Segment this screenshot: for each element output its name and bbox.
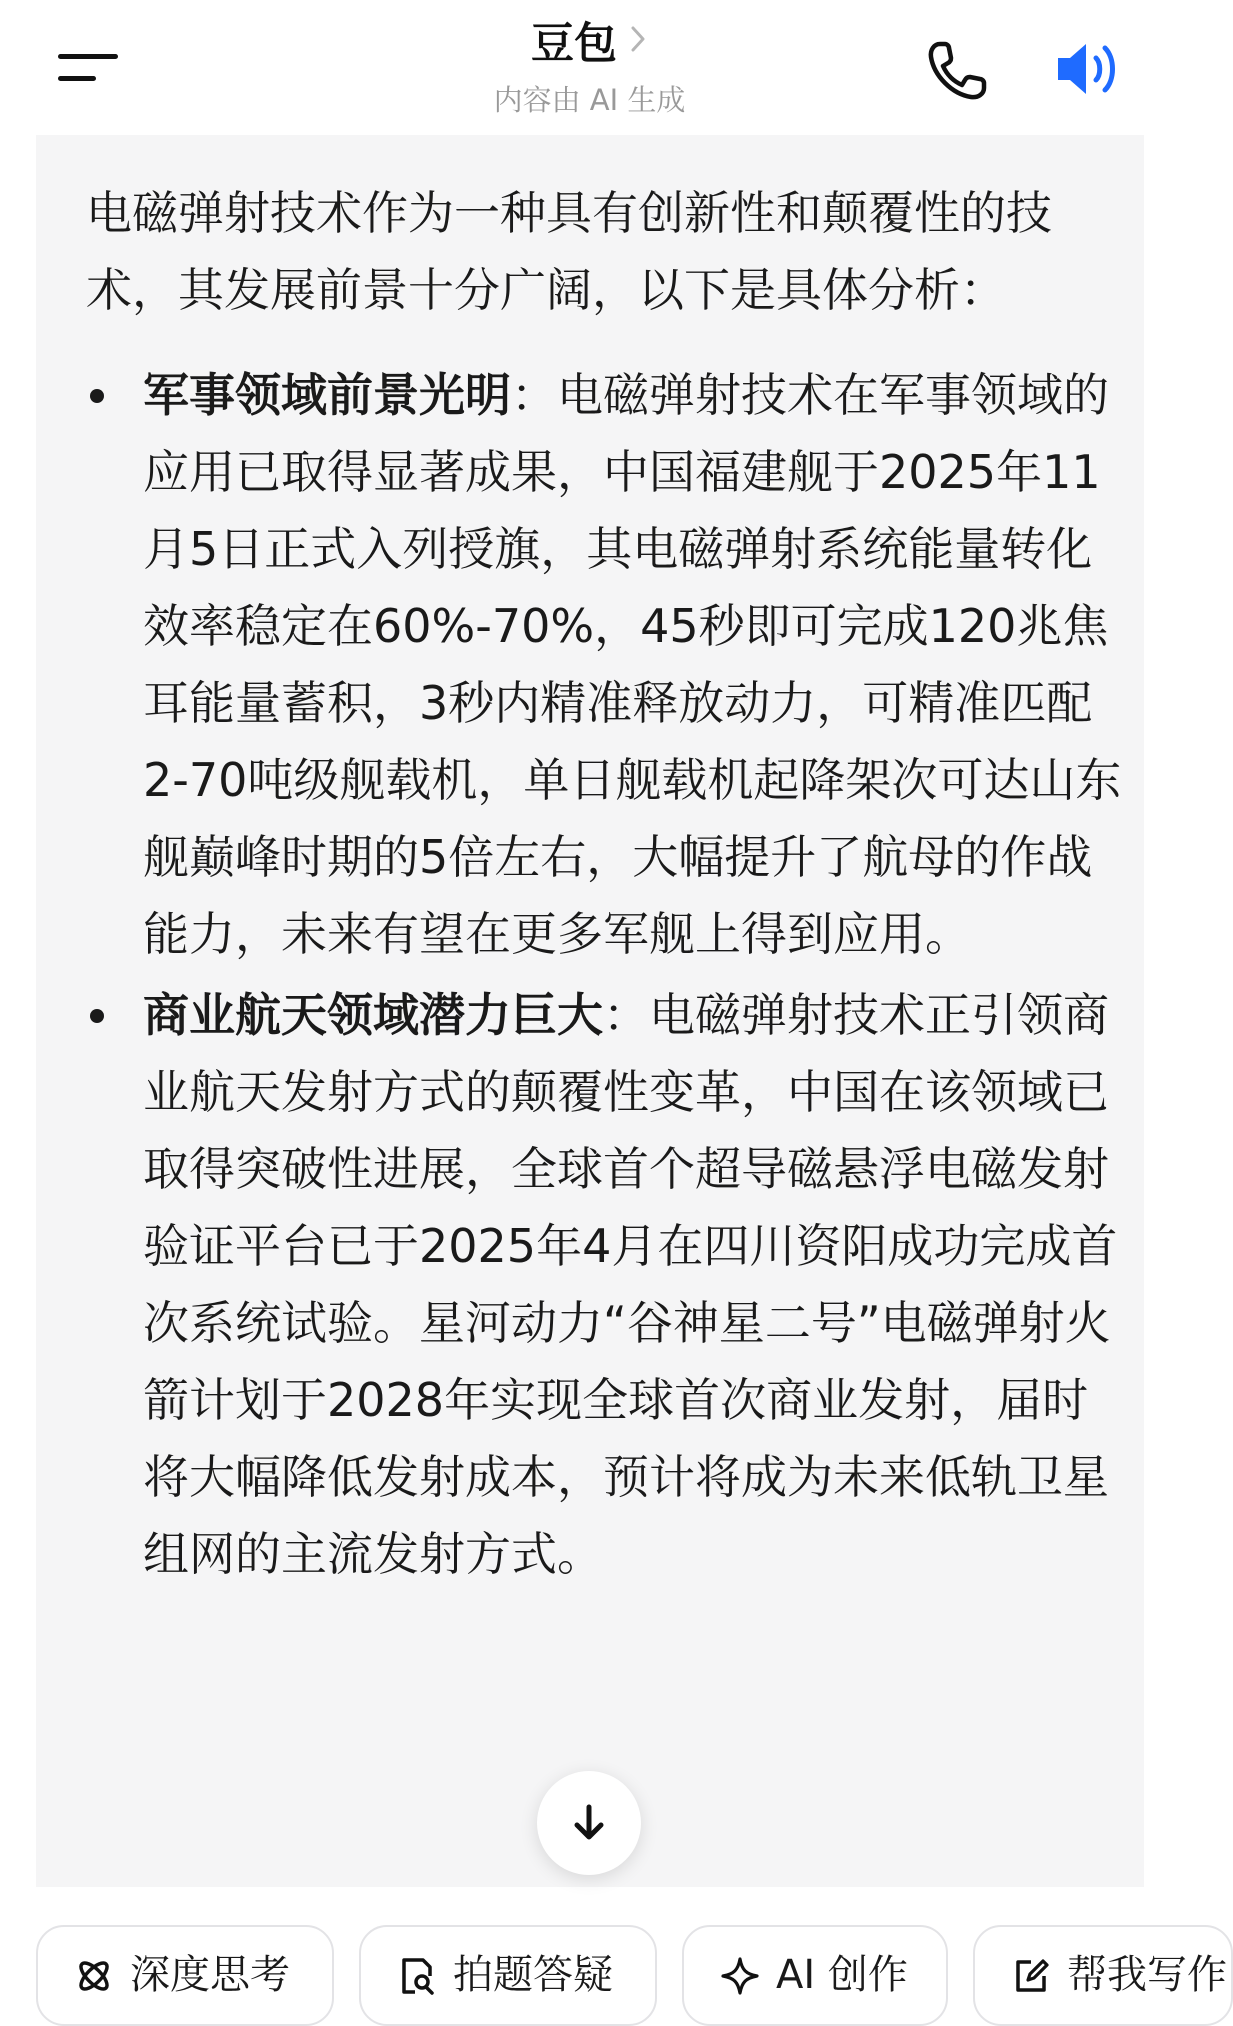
bullet-dot <box>90 1009 104 1023</box>
arrow-down-icon <box>569 1803 609 1843</box>
bullet-heading: 商业航天领域潜力巨大 <box>143 988 603 1042</box>
bullet-dot <box>90 389 104 403</box>
chat-title[interactable] <box>0 18 1179 70</box>
top-bar <box>0 0 1179 135</box>
help-write-button[interactable] <box>973 1925 1233 2026</box>
chip-label: 拍题答疑 <box>453 1952 613 1998</box>
quick-actions-bar <box>0 1925 1227 2026</box>
chip-label: 深度思考 <box>130 1952 290 1998</box>
edit-icon <box>1011 1956 1051 1996</box>
chip-label: AI 创作 <box>776 1952 908 1998</box>
chevron-right-icon[interactable] <box>628 24 648 54</box>
photo-search-icon <box>397 1956 437 1996</box>
speaker-icon[interactable] <box>1054 36 1126 102</box>
bullet-text: ：电磁弹射技术正引领商业航天发射方式的颠覆性变革，中国在该领域已取得突破性进展，全球首个超导磁悬浮电磁发射验证平台已于2025年4月在四川资阳成功完成首次系统试验。星河动力“谷神星二号”电磁弹射火箭计划于2028年实现全球首次商业发射，届时将大幅降低发射成本，预计将成为未来低轨卫星组网的主流发射方式。 <box>143 988 1118 1581</box>
deep-think-button[interactable] <box>36 1925 334 2026</box>
list-item <box>86 977 1126 1593</box>
bullet-list <box>86 357 1126 1593</box>
photo-question-button[interactable] <box>359 1925 657 2026</box>
sparkle-icon <box>720 1956 760 1996</box>
scroll-to-bottom-button[interactable] <box>537 1771 641 1875</box>
intro-paragraph: 电磁弹射技术作为一种具有创新性和颠覆性的技术，其发展前景十分广阔，以下是具体分析： <box>86 186 1052 317</box>
bullet-text: ：电磁弹射技术在军事领域的应用已取得显著成果，中国福建舰于2025年11月5日正式入列授旗，其电磁弹射系统能量转化效率稳定在60%-70%，45秒即可完成120兆焦耳能量蓄积，3秒内精准释放动力，可精准匹配2-70吨级舰载机，单日舰载机起降架次可达山东舰巅峰时期的5倍左右，大幅提升了航母的作战能力，未来有望在更多军舰上得到应用。 <box>143 368 1122 961</box>
phone-icon[interactable] <box>924 38 990 104</box>
assistant-message <box>36 135 1144 1887</box>
bot-name[interactable]: 豆包 <box>530 19 617 69</box>
bullet-heading: 军事领域前景光明 <box>143 368 511 422</box>
ai-create-button[interactable] <box>682 1925 948 2026</box>
message-content <box>86 175 1126 1593</box>
chip-label: 帮我写作 <box>1067 1952 1227 1998</box>
ai-generated-notice: 内容由 AI 生成 <box>493 83 686 117</box>
list-item <box>86 357 1126 973</box>
atom-icon <box>74 1956 114 1996</box>
